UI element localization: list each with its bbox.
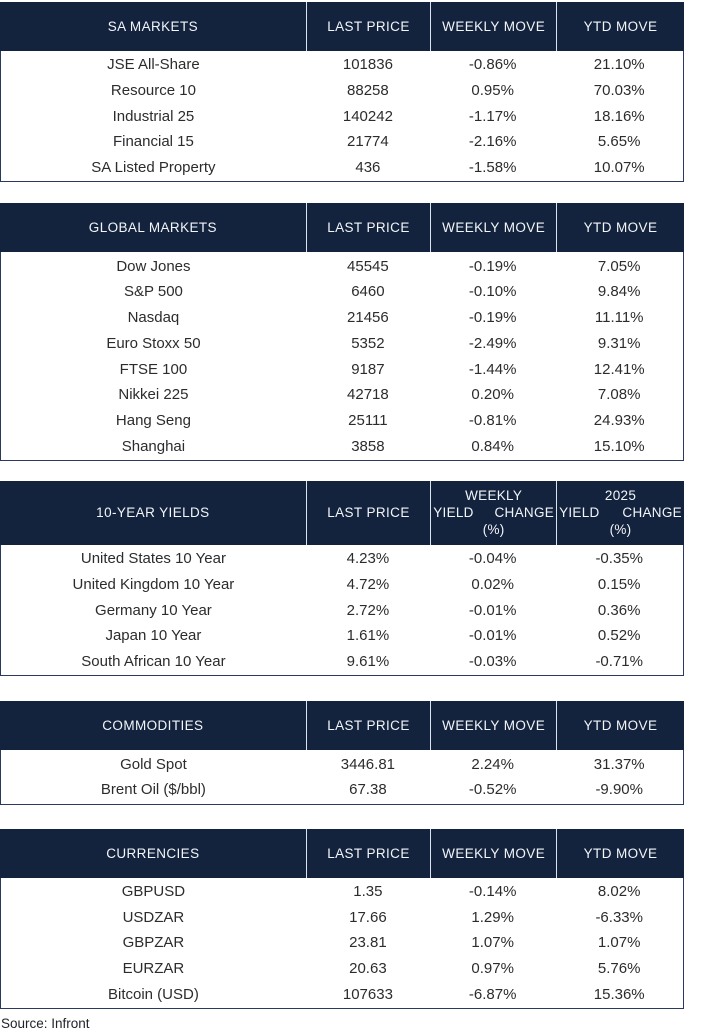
row-label: Shanghai (121, 437, 186, 455)
row-label: Resource 10 (110, 82, 196, 100)
table-row (1, 331, 683, 357)
table-row (1, 956, 683, 982)
row-value: 0.02% (471, 575, 514, 593)
row-value: 7.08% (597, 386, 641, 404)
row-value: 25111 (348, 411, 388, 429)
row-value: 1.35 (353, 883, 383, 901)
row-value: 70.03% (593, 82, 645, 100)
row-value: 11.11% (594, 309, 644, 327)
column-header-line: (%) (609, 522, 632, 538)
row-label: Brent Oil ($/bbl) (100, 781, 206, 799)
row-label: Bitcoin (USD) (107, 985, 199, 1003)
row-label: GBPZAR (122, 934, 185, 952)
row-value: 1.29% (471, 908, 514, 926)
row-label: FTSE 100 (119, 360, 188, 378)
row-value: 31.37% (593, 755, 645, 773)
table-commodities (0, 701, 684, 804)
row-value: -0.35% (595, 550, 643, 568)
table-row (1, 904, 683, 930)
row-value: 2.72% (346, 601, 390, 619)
table-body (0, 51, 684, 182)
table-row (1, 572, 683, 598)
row-value: 0.95% (471, 82, 514, 100)
table-title: 10-YEAR YIELDS (96, 505, 210, 521)
row-value: -2.16% (468, 133, 517, 151)
table-title: COMMODITIES (102, 718, 204, 734)
column-header-last-price: LAST PRICE (306, 701, 430, 750)
table-row (1, 623, 683, 649)
table-sa-markets (0, 2, 684, 182)
row-value: 2.24% (471, 755, 514, 773)
row-value: -0.04% (468, 550, 517, 568)
row-value: -1.44% (468, 360, 517, 378)
row-value: 1.61% (346, 627, 390, 645)
column-header-weekly-move: WEEKLY MOVE (430, 2, 556, 51)
row-value: 4.23% (346, 550, 390, 568)
row-value: 0.15% (597, 575, 641, 593)
row-value: -2.49% (468, 334, 517, 352)
table-title: CURRENCIES (106, 845, 200, 861)
row-value: 42718 (347, 386, 389, 404)
row-label: Euro Stoxx 50 (106, 334, 201, 352)
column-header-line: WEEKLY (465, 488, 523, 504)
row-label: Industrial 25 (112, 107, 195, 125)
table-row (1, 408, 683, 434)
column-header-line: 2025 (604, 488, 637, 504)
table-header (0, 203, 684, 252)
row-value: 3446.81 (340, 755, 396, 773)
row-label: S&P 500 (123, 283, 183, 301)
table-row (1, 649, 683, 675)
row-value: -0.81% (468, 411, 517, 429)
row-label: USDZAR (122, 908, 185, 926)
row-value: 12.41% (593, 360, 645, 378)
table-body (0, 878, 684, 1009)
table-row (1, 546, 683, 572)
table-header (0, 701, 684, 750)
row-value: 20.63 (349, 960, 387, 978)
row-label: Nikkei 225 (118, 386, 189, 404)
row-value: -6.33% (595, 908, 643, 926)
row-label: EURZAR (122, 960, 185, 978)
table-row (1, 930, 683, 956)
table-row (1, 103, 683, 129)
row-value: -1.58% (468, 159, 517, 177)
row-value: -0.71% (595, 653, 643, 671)
column-header-line: YIELD CHANGE (559, 505, 682, 521)
row-value: 0.84% (471, 437, 514, 455)
row-value: 0.20% (471, 386, 514, 404)
row-value: 4.72% (346, 575, 390, 593)
table-row (1, 382, 683, 408)
table-currencies (0, 829, 684, 1009)
table-body (0, 545, 684, 676)
table-global-markets (0, 203, 684, 461)
row-value: 21456 (347, 309, 389, 327)
row-value: 9.31% (597, 334, 641, 352)
source-note: Source: Infront (1, 1016, 90, 1031)
table-row (1, 777, 683, 803)
row-value: -0.01% (468, 601, 517, 619)
table-row (1, 52, 683, 78)
table-row (1, 129, 683, 155)
table-row (1, 155, 683, 181)
row-label: Financial 15 (112, 133, 194, 151)
row-value: -0.01% (468, 627, 517, 645)
row-value: 3858 (351, 437, 385, 455)
row-value: 88258 (347, 82, 389, 100)
row-label: GBPUSD (121, 883, 186, 901)
row-value: 45545 (347, 257, 389, 275)
row-value: 101836 (342, 56, 393, 74)
row-value: 9187 (351, 360, 385, 378)
table-row (1, 879, 683, 905)
row-value: 7.05% (597, 257, 641, 275)
row-value: -1.17% (468, 107, 517, 125)
row-value: 18.16% (593, 107, 645, 125)
row-value: 10.07% (593, 159, 645, 177)
row-value: -0.86% (468, 56, 517, 74)
column-header-weekly-move: WEEKLY MOVE (430, 203, 556, 252)
table-body (0, 252, 684, 461)
table-title: GLOBAL MARKETS (88, 220, 217, 236)
row-value: -0.14% (468, 883, 517, 901)
row-label: JSE All-Share (107, 56, 200, 74)
row-value: -6.87% (468, 985, 517, 1003)
column-header-weekly-yield-change (430, 481, 556, 545)
row-value: -0.03% (468, 653, 517, 671)
row-value: 0.36% (597, 601, 641, 619)
row-value: 1.07% (471, 934, 514, 952)
column-header-last-price: LAST PRICE (306, 203, 430, 252)
table-row (1, 433, 683, 459)
column-header-ytd-move: YTD MOVE (556, 203, 684, 252)
row-value: 107633 (342, 985, 393, 1003)
column-header-ytd-move: YTD MOVE (556, 701, 684, 750)
row-value: -0.52% (468, 781, 517, 799)
row-label: Germany 10 Year (95, 601, 212, 619)
table-row (1, 253, 683, 279)
row-value: 6460 (351, 283, 385, 301)
row-value: 15.10% (593, 437, 645, 455)
table-title: SA MARKETS (107, 19, 198, 34)
table-row (1, 305, 683, 331)
row-value: 9.61% (346, 653, 390, 671)
row-value: 1.07% (597, 934, 641, 952)
table-ten-year-yields (0, 481, 684, 676)
row-value: 8.02% (597, 883, 641, 901)
row-value: 5352 (351, 334, 385, 352)
row-value: 140242 (342, 107, 393, 125)
table-body (0, 750, 684, 804)
row-value: 23.81 (349, 934, 387, 952)
row-label: Dow Jones (116, 257, 191, 275)
row-value: 67.38 (349, 781, 387, 799)
row-value: 21.10% (593, 56, 645, 74)
column-header-ytd-move: YTD MOVE (556, 2, 684, 51)
row-value: 24.93% (593, 411, 645, 429)
column-header-last-price: LAST PRICE (306, 481, 430, 545)
table-row (1, 78, 683, 104)
table-row (1, 982, 683, 1008)
row-value: -0.19% (468, 257, 517, 275)
row-value: -0.10% (468, 283, 517, 301)
column-header-line: (%) (482, 522, 505, 538)
row-label: SA Listed Property (91, 159, 216, 177)
row-value: 5.76% (597, 960, 641, 978)
table-header (0, 481, 684, 545)
row-value: 0.97% (471, 960, 514, 978)
table-row (1, 279, 683, 305)
row-value: 21774 (347, 133, 389, 151)
table-header (0, 2, 684, 51)
row-value: 5.65% (597, 133, 641, 151)
column-header-last-price: LAST PRICE (306, 829, 430, 878)
row-label: South African 10 Year (81, 653, 226, 671)
table-row (1, 597, 683, 623)
row-value: 0.52% (597, 627, 641, 645)
table-header (0, 829, 684, 878)
column-header-last-price: LAST PRICE (306, 2, 430, 51)
row-value: 15.36% (593, 985, 645, 1003)
row-value: -0.19% (468, 309, 517, 327)
row-label: Gold Spot (120, 755, 187, 773)
column-header-2025-yield-change (556, 481, 684, 545)
table-row (1, 356, 683, 382)
row-label: Nasdaq (127, 309, 180, 327)
column-header-weekly-move: WEEKLY MOVE (430, 829, 556, 878)
table-row (1, 751, 683, 777)
row-label: United States 10 Year (80, 550, 226, 568)
row-value: -9.90% (595, 781, 643, 799)
column-header-line: YIELD CHANGE (433, 505, 555, 521)
column-header-weekly-move: WEEKLY MOVE (430, 701, 556, 750)
row-label: Hang Seng (115, 411, 191, 429)
row-label: Japan 10 Year (105, 627, 202, 645)
column-header-ytd-move: YTD MOVE (556, 829, 684, 878)
row-value: 17.66 (349, 908, 387, 926)
row-value: 9.84% (597, 283, 641, 301)
row-value: 436 (355, 159, 381, 177)
row-label: United Kingdom 10 Year (72, 575, 235, 593)
